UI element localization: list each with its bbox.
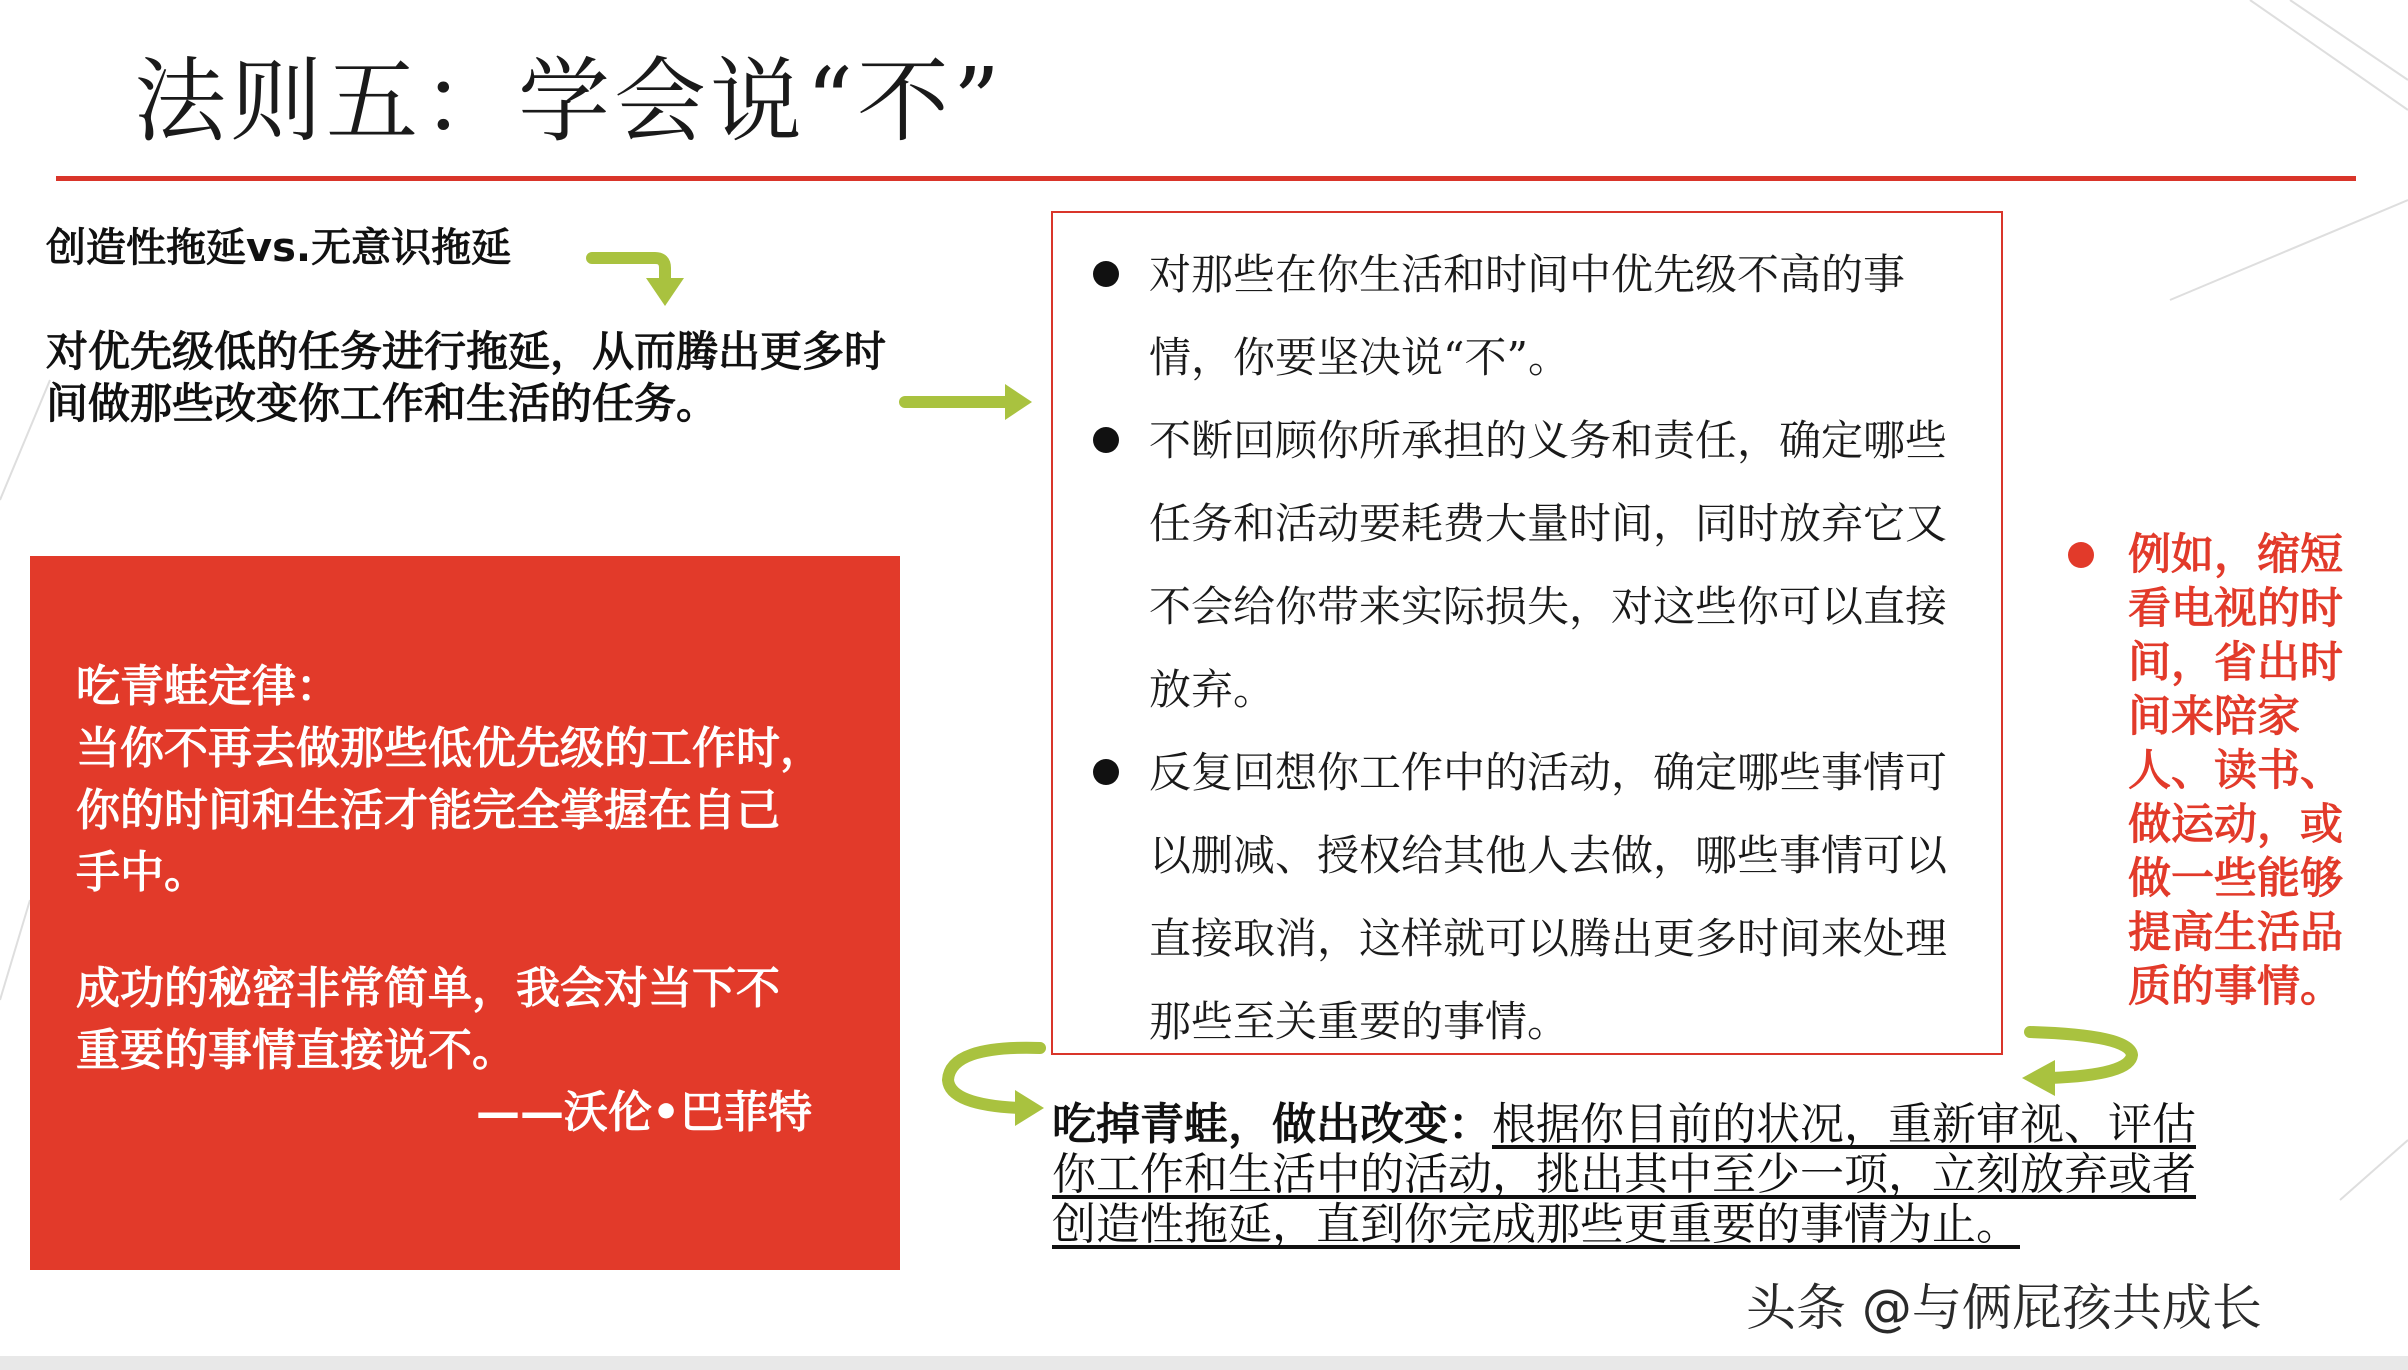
slide-title: 法则五：学会说“不” (134, 48, 1005, 155)
bullet-dot-icon (1093, 427, 1119, 453)
bullet-dot-icon (1093, 759, 1119, 785)
card-line: 吃青蛙定律： (76, 661, 340, 712)
watermark: 头条 @与俩屁孩共成长 (1746, 1279, 2262, 1337)
frog-law-card (30, 556, 900, 1270)
quote-line: 重要的事情直接说不。 (76, 1025, 516, 1076)
bullet-item (1073, 399, 1971, 731)
card-line: 当你不再去做那些低优先级的工作时， (76, 723, 824, 774)
bullet-text: 对那些在你生活和时间中优先级不高的事情，你要坚决说“不”。 (1149, 250, 1906, 382)
example-note (2068, 528, 2368, 1014)
conclusion-text (1052, 1100, 2212, 1250)
title-divider (56, 176, 2356, 181)
bullet-text: 反复回想你工作中的活动，确定哪些事情可以删减、授权给其他人去做，哪些事情可以直接取消，这样就可以腾出更多时间来处理那些至关重要的事情。 (1149, 748, 1948, 1046)
example-text: 例如，缩短看电视的时间，省出时间来陪家人、读书、做运动，或做一些能够提高生活品质的事情。 (2128, 530, 2343, 1012)
quote-line: 成功的秘密非常简单，我会对当下不 (76, 963, 780, 1014)
quote-signature: ——沃伦•巴菲特 (476, 1087, 813, 1138)
conclusion-body: 根据你目前的状况，重新审视、评估你工作和生活中的活动，挑出其中至少一项，立刻放弃或者创造性拖延，直到你完成那些更重要的事情为止。 (1052, 1099, 2196, 1250)
section-heading: 创造性拖延vs.无意识拖延 (46, 225, 512, 271)
bullet-dot-icon (1093, 261, 1119, 287)
bullet-item (1073, 731, 1971, 1063)
red-bullet-icon (2068, 542, 2094, 568)
advice-bullet-box (1051, 211, 2003, 1055)
intro-text: 对优先级低的任务进行拖延，从而腾出更多时间做那些改变你工作和生活的任务。 (46, 327, 887, 428)
bottom-bar (0, 1356, 2408, 1370)
bullet-text: 不断回顾你所承担的义务和责任，确定哪些任务和活动要耗费大量时间，同时放弃它又不会给你带来实际损失，对这些你可以直接放弃。 (1149, 416, 1948, 714)
conclusion-lead: 吃掉青蛙，做出改变： (1052, 1099, 1492, 1150)
bullet-item (1073, 233, 1971, 399)
card-line: 手中。 (76, 847, 208, 898)
card-line: 你的时间和生活才能完全掌握在自己 (76, 785, 780, 836)
